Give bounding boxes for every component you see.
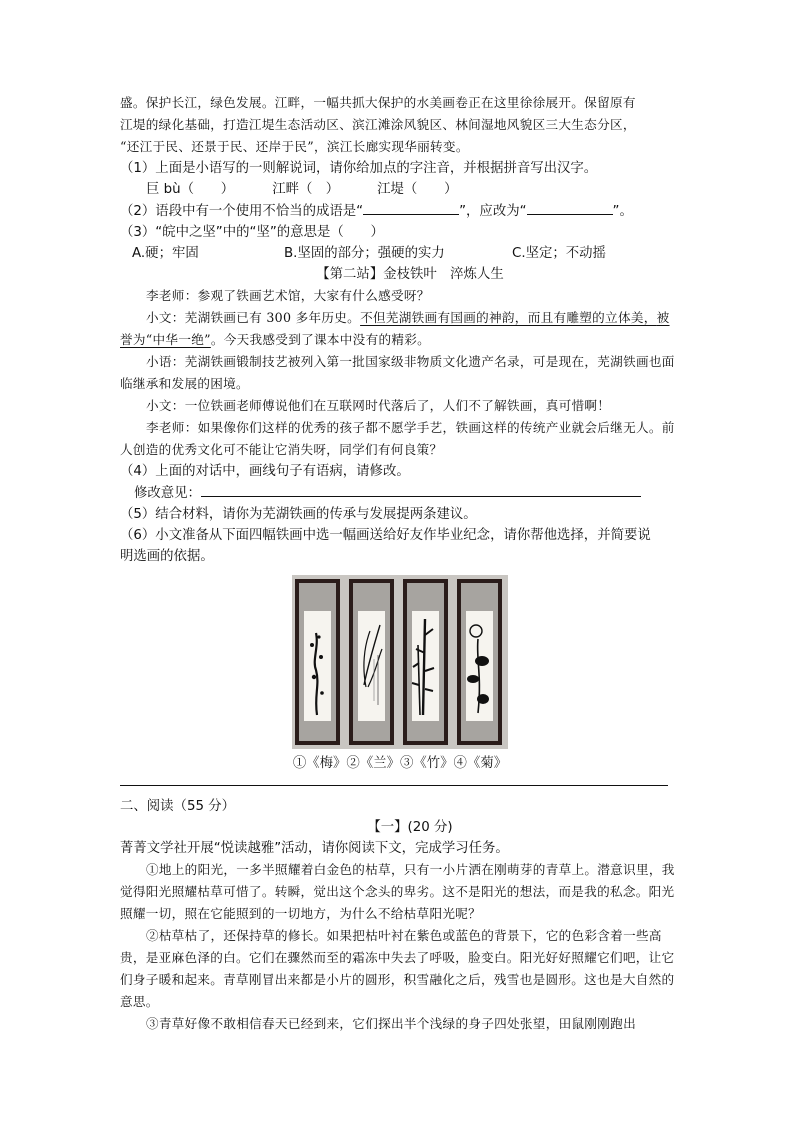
frame-bamboo [403,579,448,745]
reading-intro: 菁菁文学社开展“悦读越雅”活动，请你阅读下文，完成学习任务。 [120,841,509,856]
question-2: （2）语段中有一个使用不恰当的成语是“ ”，应改为“ ”。 [120,200,680,222]
question-6-cont: 明选画的依据。 [120,549,214,564]
passage-line: 江堤的绿化基础，打造江堤生态活动区、滨江滩涂风貌区、林间湿地风貌区三大生态分区， [120,117,636,132]
section-2-sub: 【一】(20 分) [367,820,453,835]
iron-paintings-image [292,575,508,749]
reading-paragraph-2: ②枯草枯了，还保持草的修长。如果把枯叶衬在紫色或蓝色的背景下，它的色彩含着一些高贵，是亚麻色泽的白。它们在骤然而至的霜冻中失去了呼吸，脸变白。阳光好好照耀它们吧，让它们身子暖和起来。青草刚冒出来都是小片的圆形，积雪融化之后，残雪也是圆形。这也是大自然的意思。 [120,928,675,1009]
reading-paragraph-3: ③青草好像不敢相信春天已经到来，它们探出半个浅绿的身子四处张望，田鼠刚刚跑出 [146,1016,636,1031]
passage-line: “还江于民、还景于民、还岸于民”，滨江长廊实现华丽转变。 [120,139,469,154]
dialogue-line: 李老师：如果像你们这样的优秀的孩子都不愿学手艺，铁画这样的传统产业就会后继无人。前人创造的优秀文化可不能让它消失呀，同学们有何良策？ [120,420,675,457]
question-6: （6）小文准备从下面四幅铁画中选一幅画送给好友作毕业纪念，请你帮他选择，并简要说 [120,528,651,543]
frame-plum [295,579,340,745]
option-b: B.坚固的部分；强硬的实力 [284,246,445,261]
painting-caption: ①《梅》②《兰》③《竹》④《菊》 [292,756,508,771]
iron-paintings-photo [120,575,680,749]
dialogue-line: 小文：一位铁画老师傅说他们在互联网时代落后了，人们不了解铁画，真可惜啊！ [146,398,611,413]
dialogue-line: 李老师：参观了铁画艺术馆，大家有什么感受呀？ [146,288,430,303]
section-divider [120,785,668,786]
station-2-title: 【第二站】金枝铁叶 淬炼人生 [316,267,504,282]
option-c: C.坚定；不动摇 [512,246,606,261]
underlined-sentence: 不但芜湖铁画有国画的神韵，而且有雕塑的立体美， [360,310,657,325]
question-1-items [120,179,680,200]
answer-blank[interactable] [363,200,459,215]
q1-item: 江堤（ ） [377,182,458,197]
passage [120,92,680,158]
question-4-answer: 修改意见： [120,482,680,504]
dialogue-line: 小文：芜湖铁画已有 300 多年历史。不但芜湖铁画有国画的神韵，而且有雕塑的立体美，被誉为“中华一绝”。今天我感受到了课本中没有的精彩。 [120,310,670,347]
dialogue-line: 小语：芜湖铁画锻制技艺被列入第一批国家级非物质文化遗产名录，可是现在，芜湖铁画也面临继承和发展的困境。 [120,354,675,391]
reading-paragraph-1: ①地上的阳光，一多半照耀着白金色的枯草，只有一小片洒在刚萌芽的青草上。潜意识里，我觉得阳光照耀枯草可惜了。转瞬，觉出这个念头的卑劣。这不是阳光的想法，而是我的私念。阳光照耀一切，照在它能照到的一切地方，为什么不给枯草阳光呢？ [120,862,675,921]
frame-orchid [349,579,394,745]
q1-item: 巨 bù（ ） [146,182,235,197]
underlined-sentence: 被誉为“中华一绝” [120,310,670,347]
question-4: （4）上面的对话中，画线句子有语病，请修改。 [120,464,410,479]
option-a: A.硬；牢固 [132,246,199,261]
exam-page [120,92,680,1035]
question-3: （3）“皖中之坚”中的“坚”的意思是（ ） [120,225,384,240]
q1-item: 江畔（ ） [272,182,340,197]
answer-line[interactable] [201,482,641,497]
question-5: （5）结合材料，请你为芜湖铁画的传承与发展提两条建议。 [120,507,477,522]
frame-chrysanthemum [457,579,502,745]
answer-blank[interactable] [527,200,613,215]
section-2-heading: 二、阅读（55 分） [120,799,236,814]
passage-line: 盛。保护长江，绿色发展。江畔，一幅共抓大保护的水美画卷正在这里徐徐展开。保留原有 [120,95,636,110]
question-3-options [120,243,680,264]
question-1: （1）上面是小语写的一则解说词，请你给加点的字注音，并根据拼音写出汉字。 [120,161,598,176]
